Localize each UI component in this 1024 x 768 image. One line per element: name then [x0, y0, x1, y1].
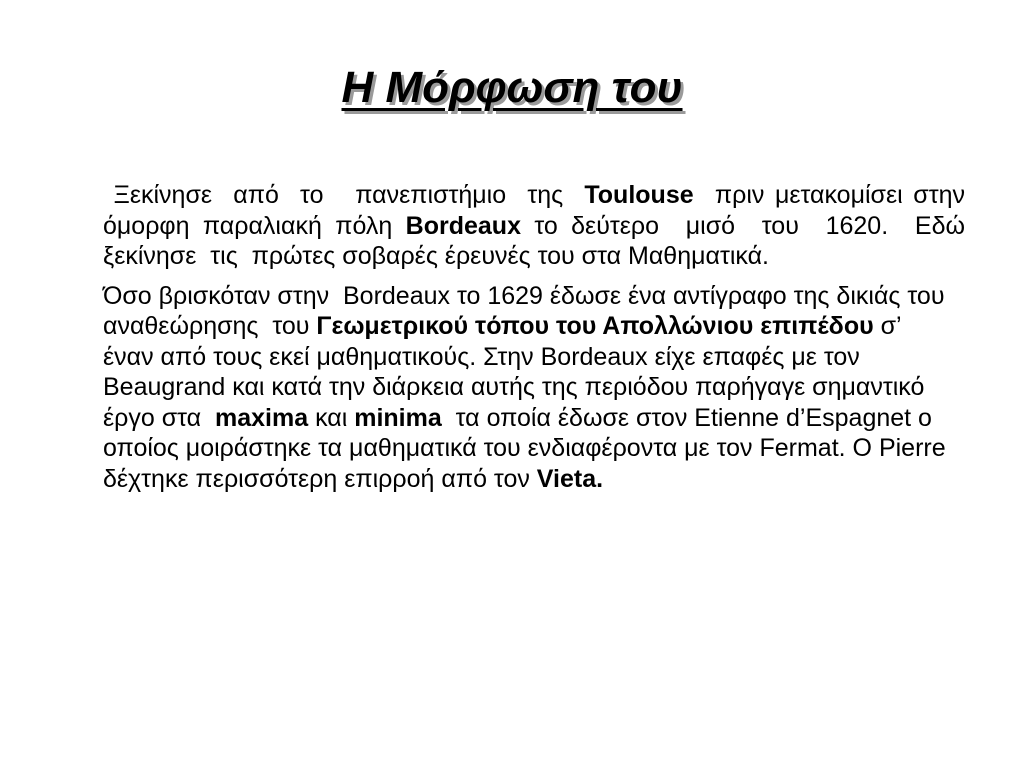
paragraph-2-bold-vieta: Vieta. [536, 464, 604, 493]
paragraph-2-bold-maxima: maxima [215, 403, 309, 432]
paragraph-1-text-2: πριν μετακομίσει στην όμορφη παραλιακή πόλη [103, 181, 972, 240]
paragraph-2-text-3: και [308, 403, 355, 432]
paragraph-1-text-3: το δεύτερο μισό του 1620. Εδώ ξεκίνησε τις πρώτες σοβαρές έρευνές του στα Μαθηματικά. [103, 211, 979, 270]
paragraph-2-bold-minima: minima [354, 403, 442, 432]
paragraph-1-text-1: Ξεκίνησε από το πανεπιστήμιο της [103, 181, 585, 209]
paragraph-2-bold-apollonius: Γεωμετρικού τόπου του Απολλώνιου επιπέδου [316, 312, 874, 340]
slide-body [103, 180, 979, 494]
paragraph-1-bold-bordeaux: Bordeaux [405, 211, 521, 240]
paragraph-2-text-4: τα οποία έδωσε στον Etienne d’Espagnet ο οποίος μοιράστηκε τα μαθηματικά του ενδιαφέροντα με τον Fermat. Ο Pierre δέχτηκε περισσότερη επιρροή από τον [103, 403, 953, 493]
slide-title: Η Μόρφωση του [341, 63, 683, 112]
paragraph-2-text-2: σ’ έναν από τους εκεί μαθηματικούς. Στην Bordeaux είχε επαφές με τον Beaugrand και κατά την διάρκεια αυτής της περιόδου παρήγαγε σημαντικό έργο στα [103, 312, 932, 432]
paragraph-2-text-1: Όσο βρισκόταν στην Bordeaux το 1629 έδωσε ένα αντίγραφο της δικιάς του αναθεώρησης του [103, 281, 952, 340]
paragraph-1-bold-toulouse: Toulouse [584, 181, 694, 209]
paragraph-1 [103, 180, 979, 272]
paragraph-2 [103, 281, 953, 495]
